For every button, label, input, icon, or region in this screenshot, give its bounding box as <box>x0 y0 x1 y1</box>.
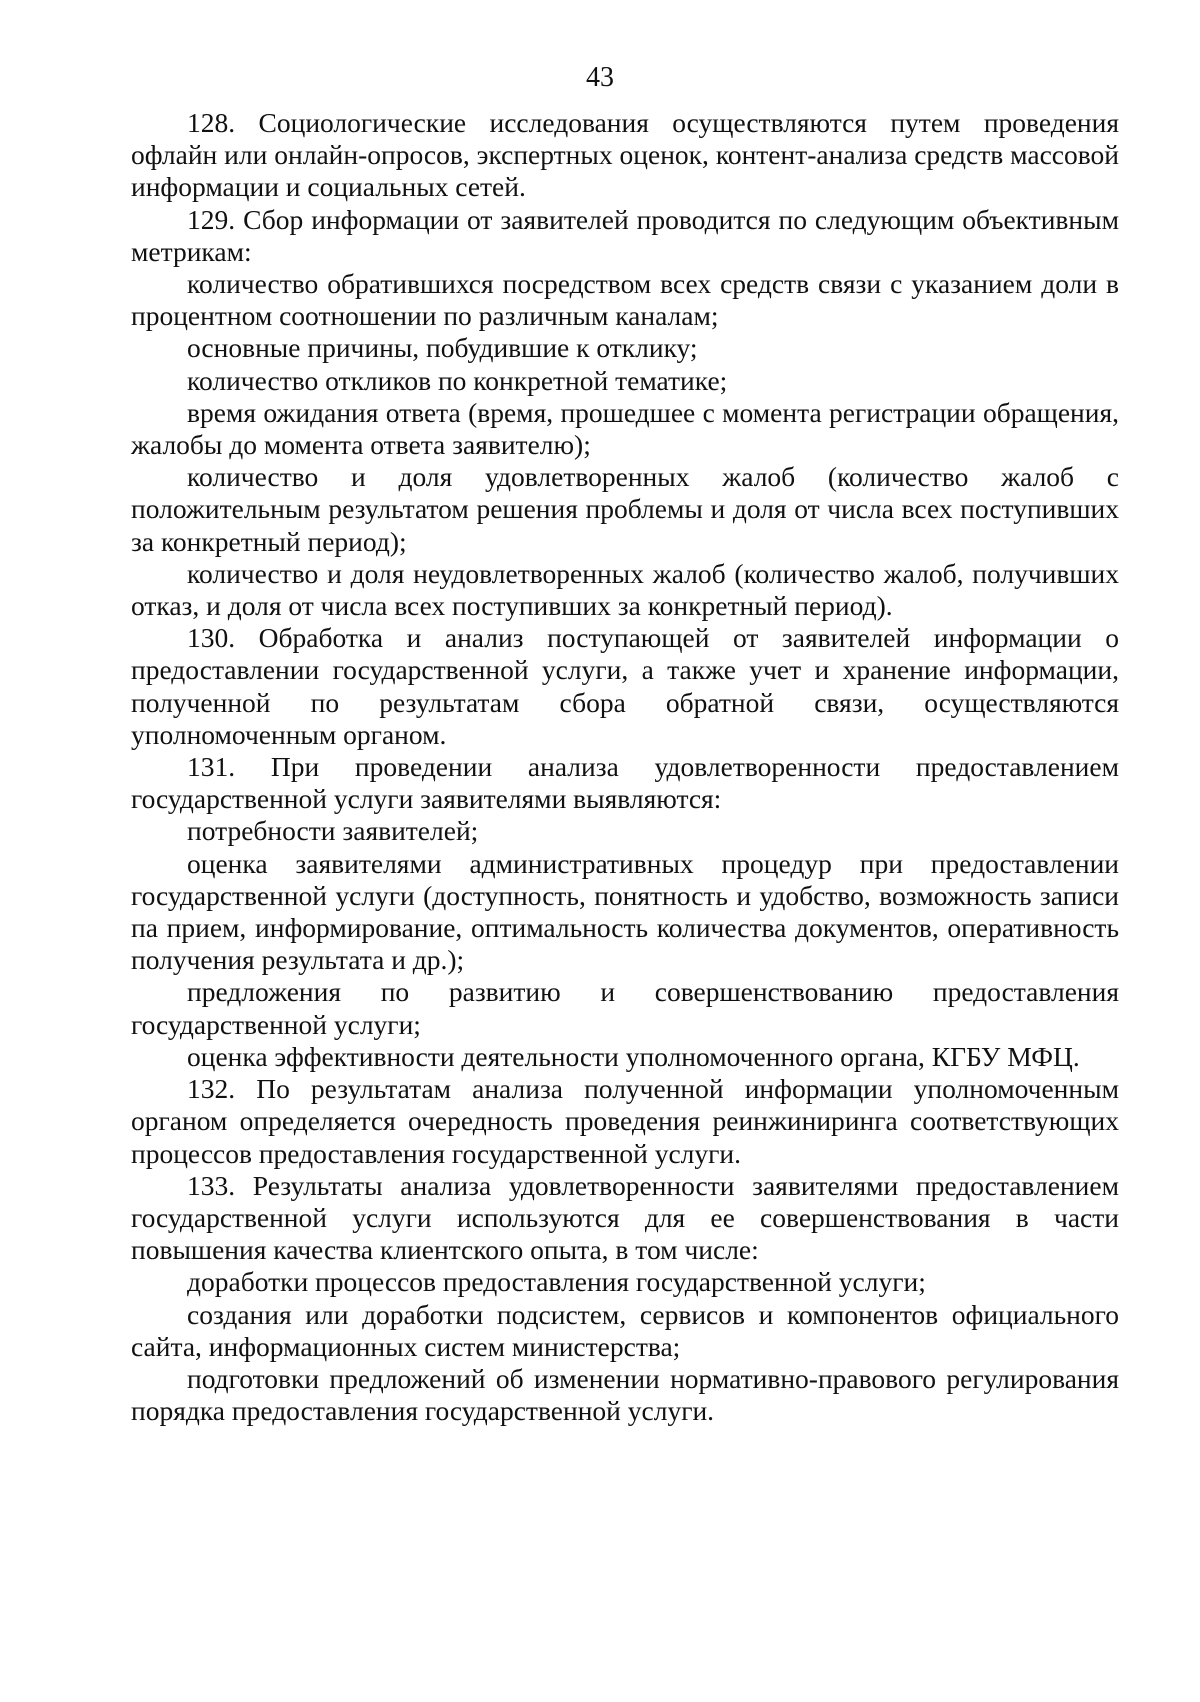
document-body <box>131 107 1119 1427</box>
improvement-item: доработки процессов предоставления государственной услуги; <box>187 1266 926 1298</box>
analysis-item: потребности заявителей; <box>187 815 479 847</box>
improvement-item: подготовки предложений об изменении нормативно-правового регулирования порядка предоставления государственной услуги. <box>131 1362 1119 1427</box>
improvement-item: создания или доработки подсистем, сервисов и компонентов официального сайта, информационных систем министерства; <box>131 1298 1119 1362</box>
metric-item: количество откликов по конкретной тематике; <box>187 364 728 396</box>
paragraph-128: 128. Социологические исследования осуществляются путем проведения офлайн или онлайн-опросов, экспертных оценок, контент-анализа средств массовой информации и социальных сетей. <box>131 107 1119 203</box>
metric-item: количество и доля неудовлетворенных жалоб (количество жалоб, получивших отказ, и доля от числа всех поступивших за конкретный период). <box>131 557 1119 622</box>
analysis-item: предложения по развитию и совершенствованию предоставления государственной услуги; <box>131 976 1119 1040</box>
paragraph-132: 132. По результатам анализа полученной информации уполномоченным органом определяется очередность проведения реинжиниринга соответствующих процессов предоставления государственной услуги. <box>131 1073 1119 1169</box>
metric-item: количество и доля удовлетворенных жалоб (количество жалоб с положительным результатом решения проблемы и доля от числа всех поступивших за конкретный период); <box>131 461 1119 557</box>
analysis-item: оценка эффективности деятельности уполномоченного органа, КГБУ МФЦ. <box>187 1040 1080 1072</box>
paragraph-133: 133. Результаты анализа удовлетворенности заявителями предоставлением государственной услуги используются для ее совершенствования в части повышения качества клиентского опыта, в том числе: <box>131 1169 1119 1266</box>
metric-item: основные причины, побудившие к отклику; <box>187 332 698 364</box>
metric-item: количество обратившихся посредством всех средств связи с указанием доли в процентном соотношении по различным каналам; <box>131 268 1119 332</box>
page-number: 43 <box>586 62 614 93</box>
metric-item: время ожидания ответа (время, прошедшее с момента регистрации обращения, жалобы до момента ответа заявителю); <box>131 396 1119 461</box>
paragraph-131: 131. При проведении анализа удовлетворенности предоставлением государственной услуги заявителями выявляются: <box>131 751 1119 815</box>
paragraph-130: 130. Обработка и анализ поступающей от заявителей информации о предоставлении государственной услуги, а также учет и хранение информации, полученной по результатам сбора обратной связи, осуществляются уполномоченным органом. <box>131 622 1119 750</box>
paragraph-129: 129. Сбор информации от заявителей проводится по следующим объективным метрикам: <box>131 203 1119 267</box>
analysis-item: оценка заявителями административных процедур при предоставлении государственной услуги (доступность, понятность и удобство, возможность записи па прием, информирование, оптимальность количества документов, оперативность получения результата и др.); <box>131 847 1119 976</box>
